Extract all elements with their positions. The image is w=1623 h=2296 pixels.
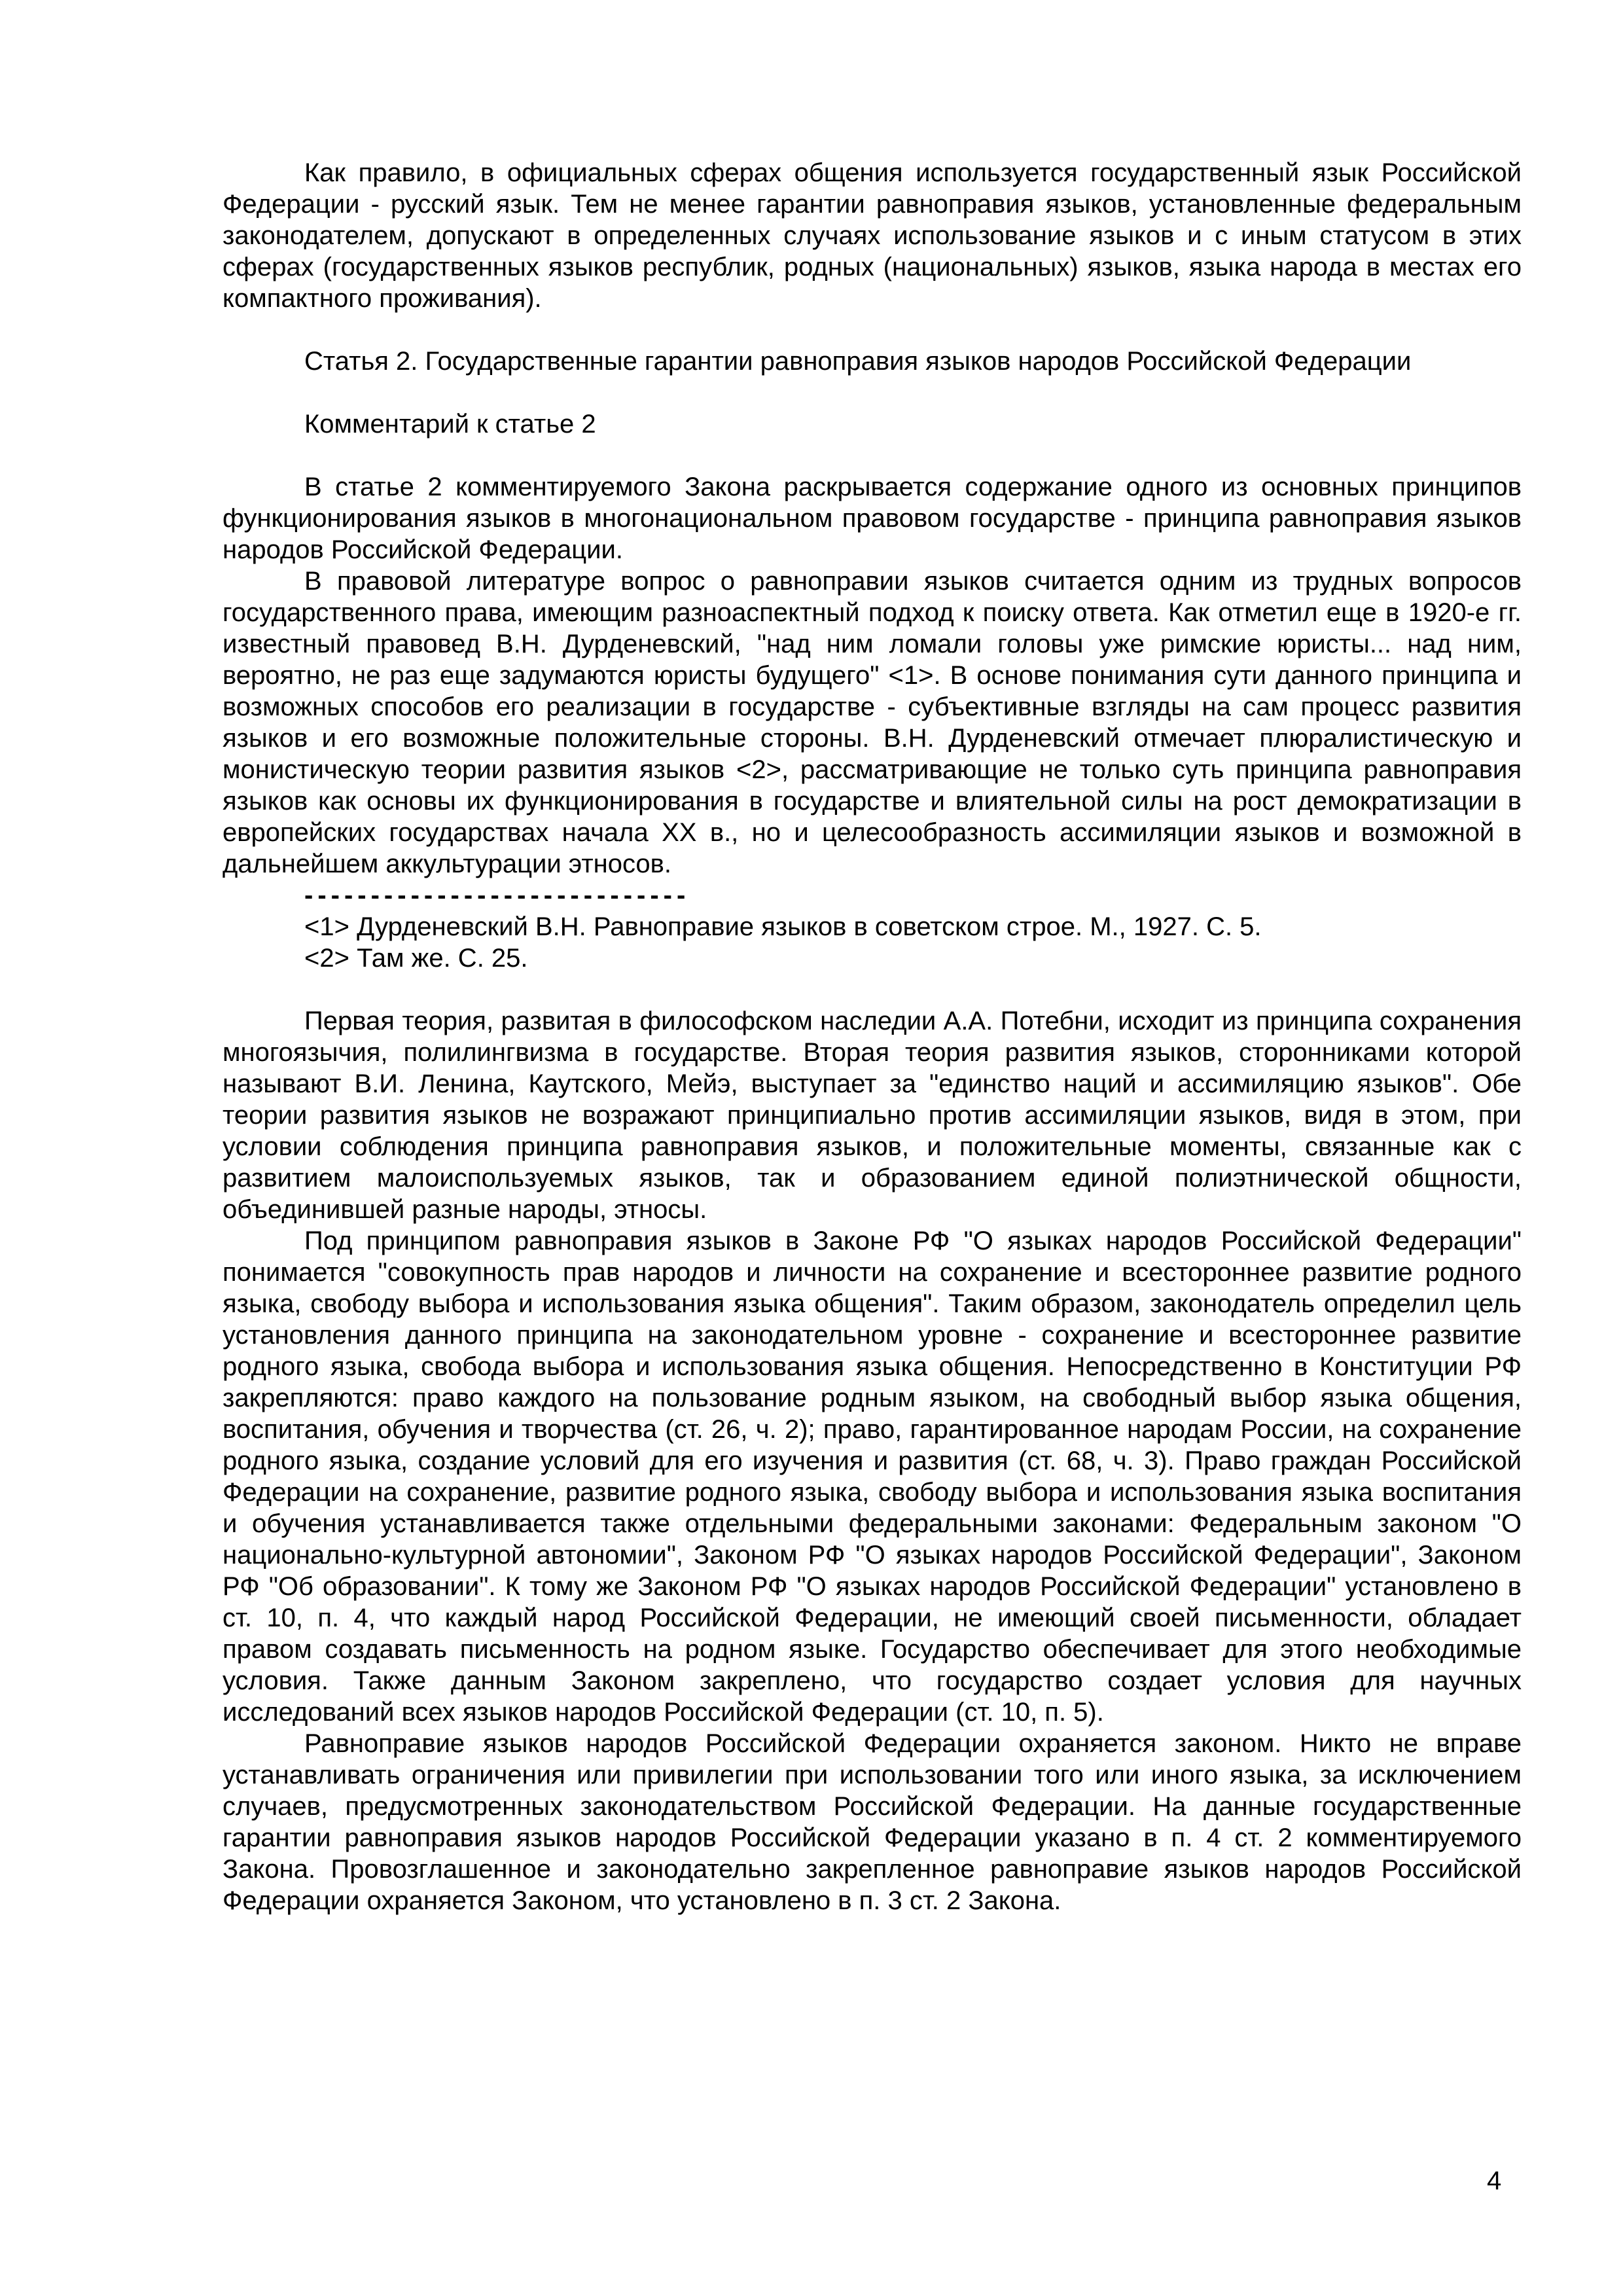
- document-body: [223, 157, 1522, 1916]
- blank-line: [223, 974, 1522, 1005]
- blank-line: [223, 377, 1522, 408]
- footnote-1: <1> Дурденевский В.Н. Равноправие языков в советском строе. М., 1927. С. 5.: [304, 912, 1262, 941]
- footnote-separator: -----------------------------: [304, 881, 690, 910]
- body-paragraph: В правовой литературе вопрос о равноправии языков считается одним из трудных вопросов государственного права, имеющим разноаспектный подход к поиску ответа. Как отметил еще в 1920-е гг. известный правовед В.Н. Дурденевский, "над ним ломали головы уже римские юристы... над ним, вероятно, не раз еще задумаются юристы будущего" <1>. В основе понимания сути данного принципа и возможных способов его реализации в государстве - субъективные взгляды на сам процесс развития языков и его возможные положительные стороны. В.Н. Дурденевский отмечает плюралистическую и монистическую теории развития языков <2>, рассматривающие не только суть принципа равноправия языков как основы их функционирования в государстве и влиятельной силы на рост демократизации в европейских государствах начала XX в., но и целесообразность ассимиляции языков и возможной в дальнейшем аккультурации этносов.: [223, 567, 1522, 878]
- intro-paragraph: Как правило, в официальных сферах общения используется государственный язык Российской Федерации - русский язык. Тем не менее гарантии равноправия языков, установленные федеральным законодателем, допускают в определенных случаях использование языков и с иным статусом в этих сферах (государственных языков республик, родных (национальных) языков, языка народа в местах его компактного проживания).: [223, 158, 1522, 313]
- body-paragraph: В статье 2 комментируемого Закона раскрывается содержание одного из основных принципов функционирования языков в многонациональном правовом государстве - принципа равноправия языков народов Российской Федерации.: [223, 473, 1522, 564]
- body-paragraph: Равноправие языков народов Российской Федерации охраняется законом. Никто не вправе устанавливать ограничения или привилегии при использовании того или иного языка, за исключением случаев, предусмотренных законодательством Российской Федерации. На данные государственные гарантии равноправия языков народов Российской Федерации указано в п. 4 ст. 2 комментируемого Закона. Провозглашенное и законодательно закрепленное равноправие языков народов Российской Федерации охраняется Законом, что установлено в п. 3 ст. 2 Закона.: [223, 1729, 1522, 1915]
- blank-line: [223, 440, 1522, 471]
- comment-heading: Комментарий к статье 2: [304, 410, 596, 439]
- blank-line: [223, 314, 1522, 346]
- footnote-2: <2> Там же. С. 25.: [304, 944, 528, 973]
- body-paragraph: Под принципом равноправия языков в Законе РФ "О языках народов Российской Федерации" понимается "совокупность прав народов и личности на сохранение и всестороннее развитие родного языка, свободу выбора и использования языка общения". Таким образом, законодатель определил цель установления данного принципа на законодательном уровне - сохранение и всестороннее развитие родного языка, свобода выбора и использования языка общения. Непосредственно в Конституции РФ закрепляются: право каждого на пользование родным языком, на свободный выбор языка общения, воспитания, обучения и творчества (ст. 26, ч. 2); право, гарантированное народам России, на сохранение родного языка, создание условий для его изучения и развития (ст. 68, ч. 3). Право граждан Российской Федерации на сохранение, развитие родного языка, свободу выбора и использования языка воспитания и обучения устанавливается также отдельными федеральными законами: Федеральным законом "О национально-культурной автономии", Законом РФ "О языках народов Российской Федерации", Законом РФ "Об образовании". К тому же Законом РФ "О языках народов Российской Федерации" установлено в ст. 10, п. 4, что каждый народ Российской Федерации, не имеющий своей письменности, обладает правом создавать письменность на родном языке. Государство обеспечивает для этого необходимые условия. Также данным Законом закреплено, что государство создает условия для научных исследований всех языков народов Российской Федерации (ст. 10, п. 5).: [223, 1227, 1522, 1727]
- article-heading: Статья 2. Государственные гарантии равноправия языков народов Российской Федерации: [304, 347, 1412, 376]
- body-paragraph: Первая теория, развитая в философском наследии А.А. Потебни, исходит из принципа сохранения многоязычия, полилингвизма в государстве. Вторая теория развития языков, сторонниками которой называют В.И. Ленина, Каутского, Мейэ, выступает за "единство наций и ассимиляцию языков". Обе теории развития языков не возражают принципиально против ассимиляции языков, видя в этом, при условии соблюдения принципа равноправия языков, и положительные моменты, связанные как с развитием малоиспользуемых языков, так и образованием единой полиэтнической общности, объединившей разные народы, этносы.: [223, 1007, 1522, 1224]
- page-number: 4: [1487, 2166, 1502, 2195]
